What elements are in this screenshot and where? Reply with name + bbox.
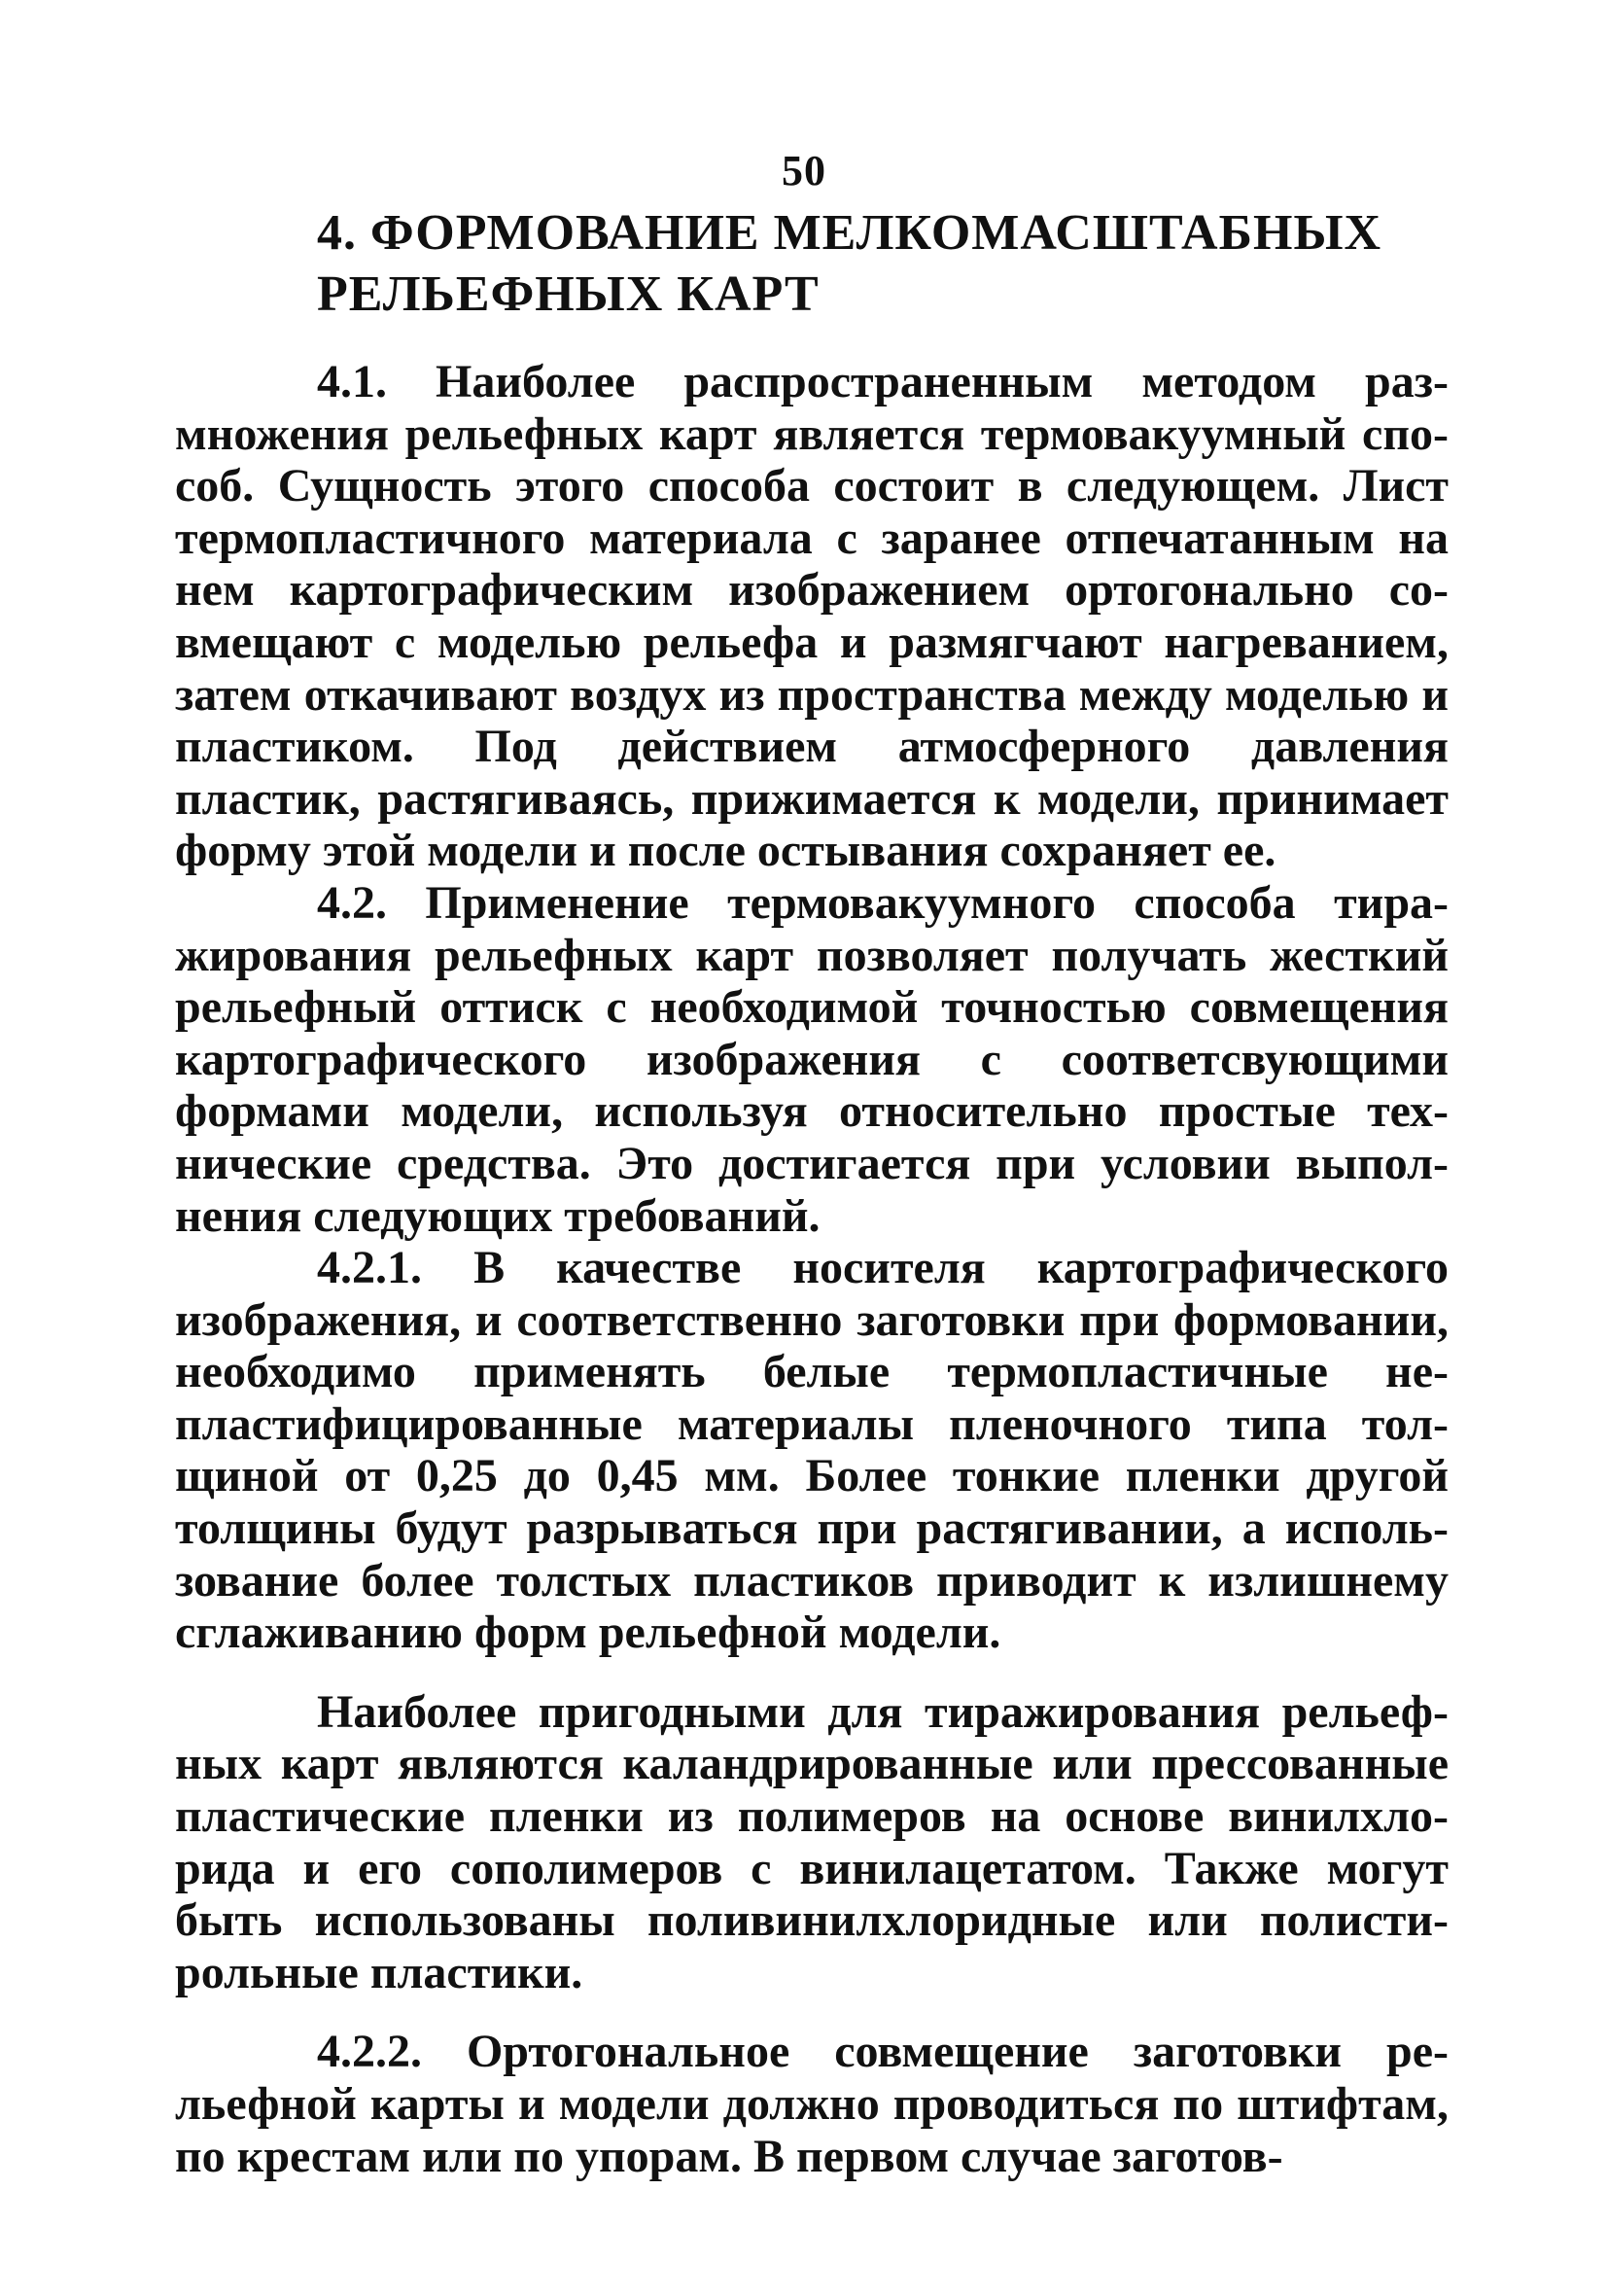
paragraph-4-2: 4.2. Применение термовакуумного способа тиражирования рельефных карт позволяет получать жесткий рельефный оттиск с необходимой точностью совмещения картографического изображения с соответсвующими формами модели, используя относительно простые технические средства. Это достигается при условии выполнения следующих требований.: [175, 876, 1449, 1242]
page-number: 50: [782, 147, 826, 194]
paragraph-4-2-1: 4.2.1. В качестве носителя картографического изображения, и соответственно заготовки при формовании, необходимо применять белые термопластичные непластифицированные материалы пленочного типа толщиной от 0,25 до 0,45 мм. Более тонкие пленки другой толщины будут разрываться при растягивании, а использование более толстых пластиков приводит к излишнему сглаживанию форм рельефной модели.: [175, 1242, 1449, 1659]
paragraph-4-2-2: 4.2.2. Ортогональное совмещение заготовки рельефной карты и модели должно проводиться по штифтам, по крестам или по упорам. В первом случае заготов-: [175, 2026, 1449, 2182]
paragraph-4-1: 4.1. Наиболее распространенным методом размножения рельефных карт является термовакуумный способ. Сущность этого способа состоит в следующем. Лист термопластичного материала с заранее отпечатанным на нем картографическим изображением ортогонально совмещают с моделью рельефа и размягчают нагреванием, затем откачивают воздух из пространства между моделью и пластиком. Под действием атмосферного давления пластик, растягиваясь, прижимается к модели, принимает форму этой модели и после остывания сохраняет ее.: [175, 356, 1449, 877]
chapter-title: [317, 202, 1484, 325]
chapter-title-line-2: РЕЛЬЕФНЫХ КАРТ: [317, 266, 820, 322]
paragraph-materials: Наиболее пригодными для тиражирования рельефных карт являются каландрированные или прессованные пластические пленки из полимеров на основе винилхлорида и его сополимеров с винилацетатом. Также могут быть использованы поливинилхлоридные или полистирольные пластики.: [175, 1685, 1449, 1998]
chapter-title-line-1: 4. ФОРМОВАНИЕ МЕЛКОМАСШТАБНЫХ: [317, 205, 1382, 261]
body-text: [175, 356, 1449, 2182]
